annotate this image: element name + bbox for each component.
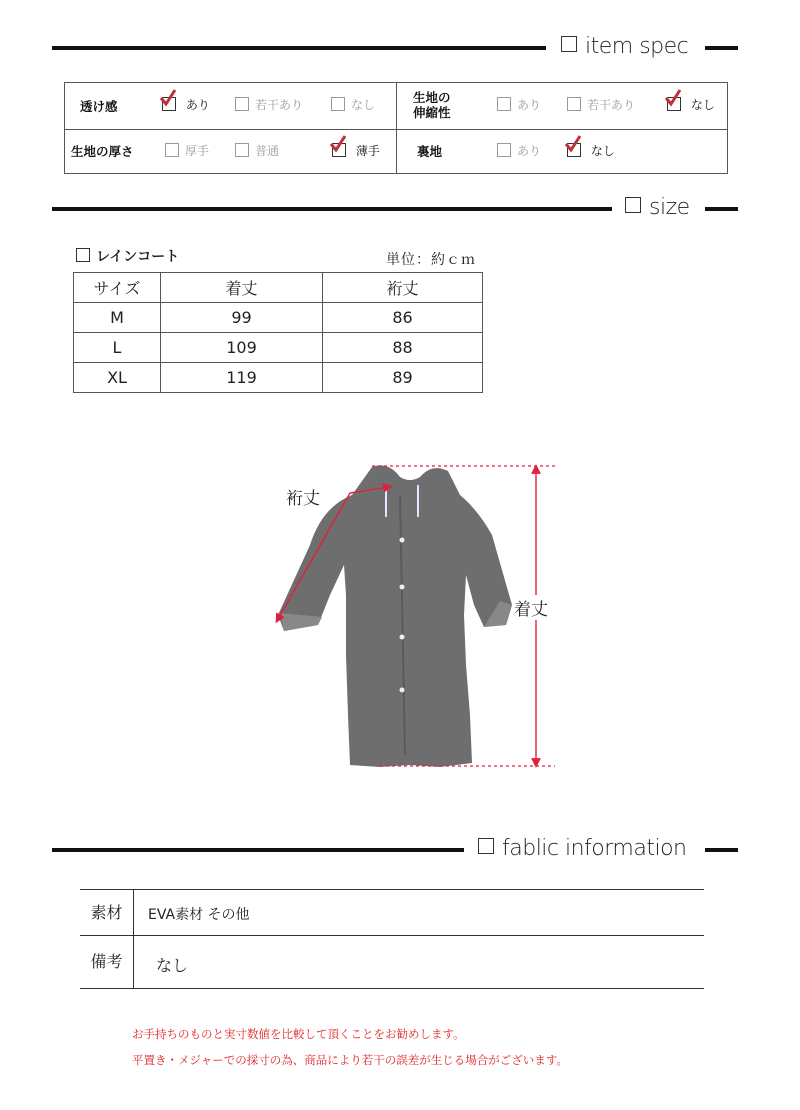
size-unit: 単位：約ｃｍ bbox=[386, 252, 476, 268]
checkbox-icon bbox=[235, 97, 249, 111]
table-header: サイズ bbox=[74, 273, 161, 303]
size-table bbox=[73, 272, 483, 393]
checkbox-icon bbox=[76, 248, 90, 262]
note-text: 平置き・メジャーでの採寸の為、商品により若干の誤差が生じる場合がございます。 bbox=[132, 1053, 568, 1067]
checkbox-icon bbox=[567, 97, 581, 111]
spec-label-thickness: 生地の厚さ bbox=[71, 144, 134, 159]
table-cell: 88 bbox=[323, 333, 483, 363]
table-cell: 99 bbox=[161, 303, 323, 333]
table-header: 着丈 bbox=[161, 273, 323, 303]
section-rule-left bbox=[52, 46, 546, 50]
checkbox-icon bbox=[478, 838, 494, 854]
fabric-key: 備考 bbox=[80, 936, 134, 988]
fabric-value: EVA素材 その他 bbox=[148, 907, 250, 923]
table-cell: 86 bbox=[323, 303, 483, 333]
spec-label-transparency: 透け感 bbox=[80, 99, 118, 114]
spec-label-stretch: 生地の 伸縮性 bbox=[413, 90, 451, 120]
item-spec-table bbox=[64, 82, 728, 174]
spec-option: 薄手 bbox=[332, 143, 380, 159]
raincoat-image bbox=[278, 465, 512, 767]
spec-label-lining: 裏地 bbox=[417, 144, 443, 159]
section-rule-right bbox=[705, 46, 738, 50]
checkbox-icon bbox=[165, 143, 179, 157]
body-length-label: 着丈 bbox=[514, 595, 548, 620]
table-cell: 109 bbox=[161, 333, 323, 363]
spec-option: なし bbox=[331, 97, 375, 113]
table-cell: 89 bbox=[323, 363, 483, 393]
table-cell: M bbox=[74, 303, 161, 333]
table-header-row bbox=[74, 273, 483, 303]
spec-option: あり bbox=[497, 143, 541, 159]
size-table-caption: レインコート bbox=[76, 246, 179, 266]
table-row bbox=[80, 889, 704, 935]
spec-option: なし bbox=[567, 143, 615, 159]
spec-option: 若干あり bbox=[567, 97, 635, 113]
table-row bbox=[74, 303, 483, 333]
section-rule-right bbox=[705, 848, 738, 852]
spec-option: なし bbox=[667, 97, 715, 113]
table-row bbox=[80, 935, 704, 989]
table-cell: L bbox=[74, 333, 161, 363]
table-cell: 119 bbox=[161, 363, 323, 393]
section-title-size: size bbox=[625, 195, 690, 220]
table-row bbox=[74, 333, 483, 363]
section-title-item-spec: item spec bbox=[561, 34, 688, 59]
checkbox-icon bbox=[331, 97, 345, 111]
checkbox-icon bbox=[561, 36, 577, 52]
checkmark-icon bbox=[664, 89, 682, 107]
checkmark-icon bbox=[564, 135, 582, 153]
section-rule-left bbox=[52, 848, 464, 852]
checkbox-icon bbox=[625, 197, 641, 213]
section-rule-left bbox=[52, 207, 612, 211]
section-title-fabric: fablic information bbox=[478, 836, 686, 861]
spec-option: あり bbox=[162, 97, 210, 113]
spec-option: 厚手 bbox=[165, 143, 209, 159]
table-row bbox=[74, 363, 483, 393]
checkmark-icon bbox=[159, 89, 177, 107]
note-text: お手持ちのものと実寸数値を比較して頂くことをお勧めします。 bbox=[132, 1027, 465, 1041]
checkbox-icon bbox=[497, 97, 511, 111]
sleeve-length-label: 裄丈 bbox=[286, 489, 320, 509]
spec-option: 普通 bbox=[235, 143, 279, 159]
fabric-key: 素材 bbox=[80, 890, 134, 935]
table-cell: XL bbox=[74, 363, 161, 393]
fabric-value: なし bbox=[156, 956, 189, 975]
checkmark-icon bbox=[329, 135, 347, 153]
spec-option: 若干あり bbox=[235, 97, 303, 113]
table-header: 裄丈 bbox=[323, 273, 483, 303]
section-rule-right bbox=[705, 207, 738, 211]
checkbox-icon bbox=[235, 143, 249, 157]
checkbox-icon bbox=[497, 143, 511, 157]
spec-option: あり bbox=[497, 97, 541, 113]
fabric-table bbox=[80, 889, 704, 989]
